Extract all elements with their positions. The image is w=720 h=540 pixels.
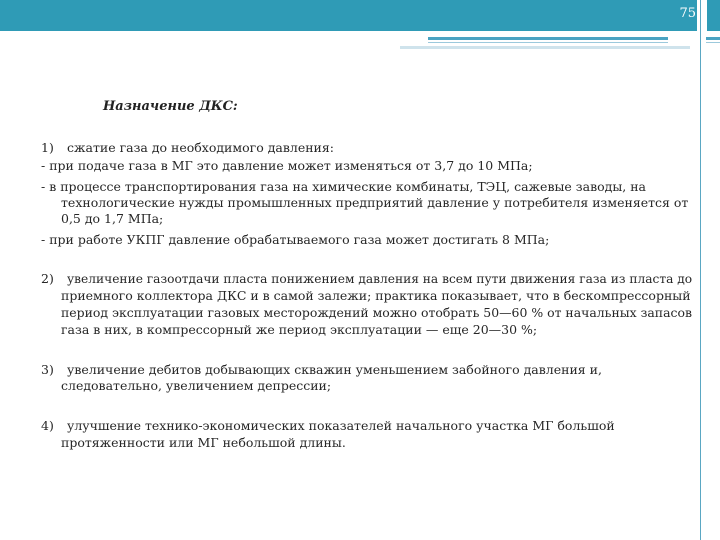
decor-line — [706, 42, 720, 43]
item-number: 1) — [41, 140, 54, 155]
item-line: улучшение технико-экономических показателей начального участка МГ большой — [67, 418, 615, 433]
sub-item-line: - в процессе транспортирования газа на химические комбинаты, ТЭЦ, сажевые заводы, на — [41, 179, 647, 194]
slide-title: Назначение ДКС: — [103, 99, 238, 114]
decor-line — [428, 37, 668, 40]
sub-item-line: - при подаче газа в МГ это давление может изменяться от 3,7 до 10 МПа; — [41, 158, 533, 173]
vertical-divider — [700, 0, 701, 540]
item-line: газа в них, в компрессорный же период эксплуатации — еще 20—30 %; — [61, 322, 538, 337]
item-line: следовательно, увеличением депрессии; — [61, 378, 332, 393]
decor-line — [428, 42, 668, 43]
decor-line — [400, 46, 690, 49]
decor-line — [706, 37, 720, 40]
page-number: 75 — [679, 6, 696, 21]
item-text: сжатие газа до необходимого давления: — [67, 140, 334, 155]
item-number: 2) — [41, 271, 54, 286]
item-line: приемного коллектора ДКС и в самой залежи; практика показывает, что в бескомпрессорный — [61, 288, 691, 303]
sub-item-line: технологические нужды промышленных предприятий давление у потребителя изменяется от — [61, 195, 689, 210]
item-line: увеличение газоотдачи пласта понижением давления на всем пути движения газа из пласта до — [67, 271, 693, 286]
header-bar-edge — [707, 0, 720, 31]
item-number: 4) — [41, 418, 54, 433]
header-bar — [0, 0, 697, 31]
item-line: период эксплуатации газовых месторождений можно отобрать 50—60 % от начальных запасов — [61, 305, 692, 320]
sub-item-line: 0,5 до 1,7 МПа; — [61, 211, 164, 226]
sub-item-line: - при работе УКПГ давление обрабатываемого газа может достигать 8 МПа; — [41, 232, 550, 247]
item-number: 3) — [41, 362, 54, 377]
item-line: протяженности или МГ небольшой длины. — [61, 435, 346, 450]
item-line: увеличение дебитов добывающих скважин уменьшением забойного давления и, — [67, 362, 602, 377]
